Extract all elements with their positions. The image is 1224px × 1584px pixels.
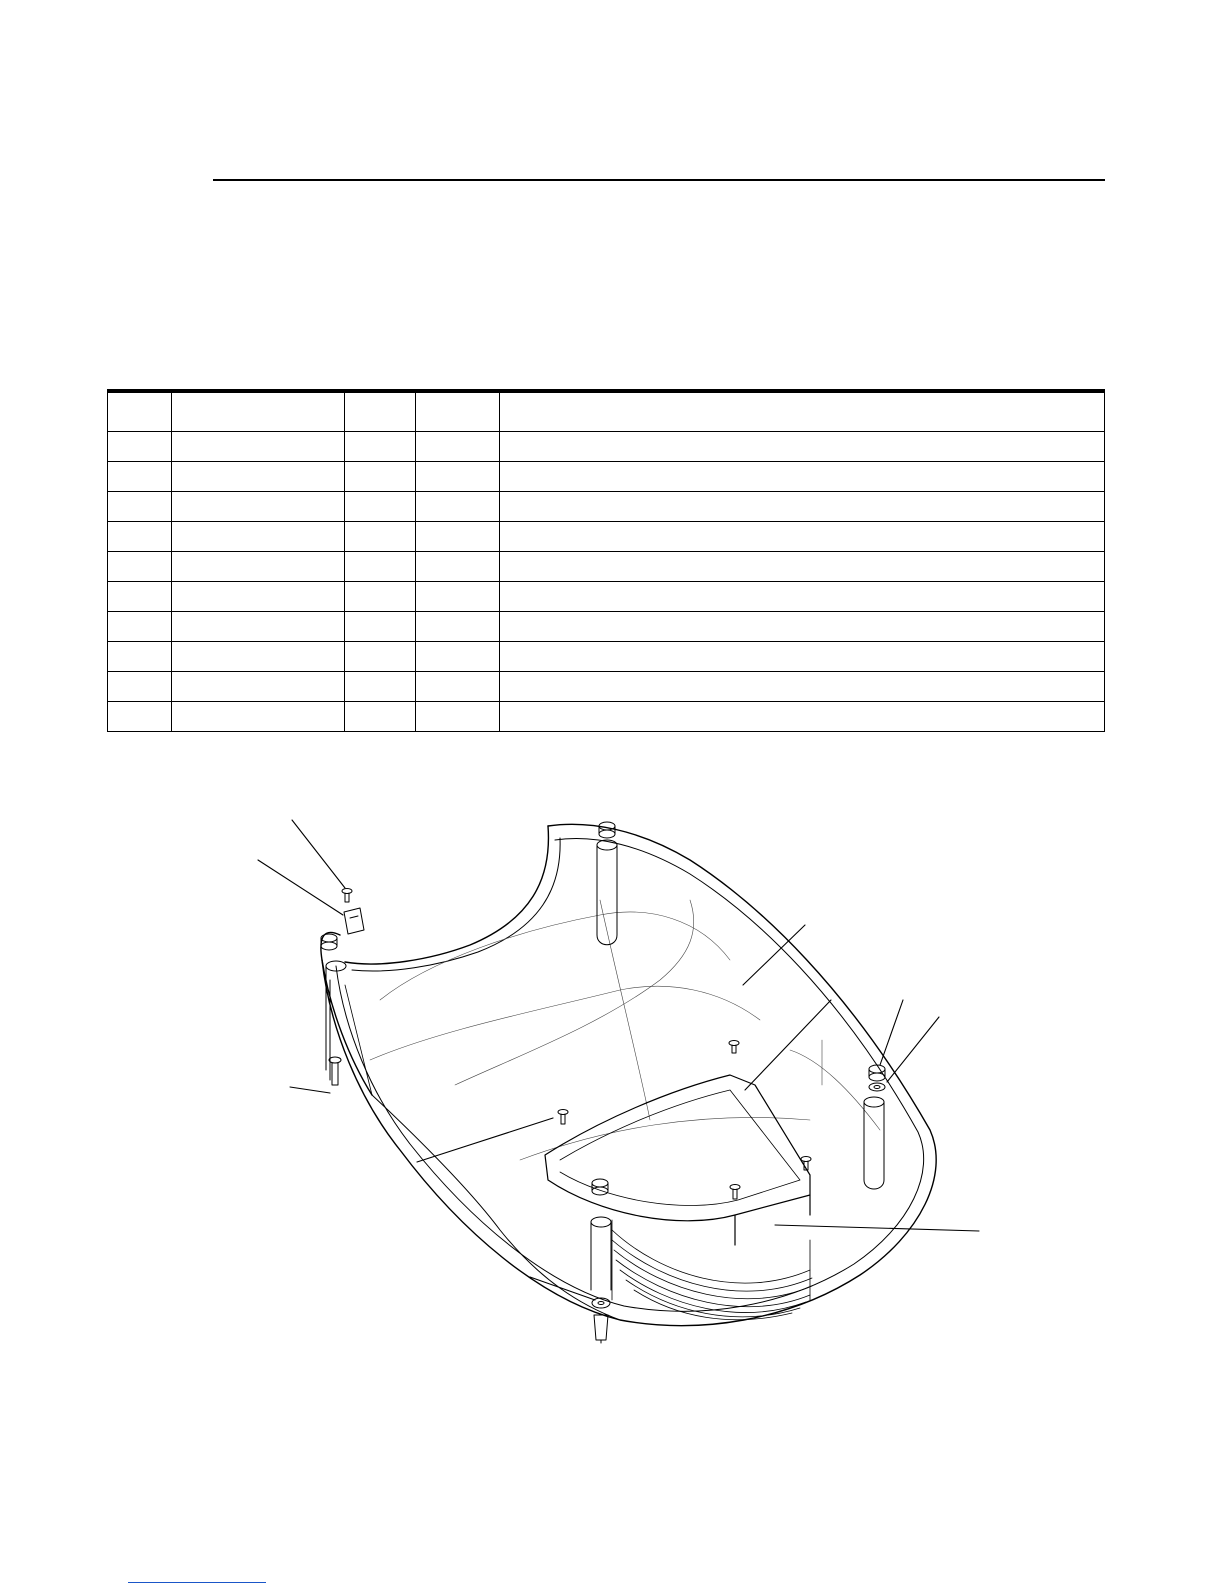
leader-line [745,1000,831,1090]
table-cell [345,432,416,462]
table-cell [172,672,345,702]
table-cell [172,552,345,582]
table-cell [345,462,416,492]
cover-shell [321,824,936,1325]
column-header [500,391,1105,432]
table-cell [345,582,416,612]
table-cell [108,522,172,552]
table-cell [108,582,172,612]
table-cell [108,612,172,642]
footer-link-underline[interactable] [128,1582,266,1583]
table-cell [172,582,345,612]
cover-interior-contours [370,900,880,1160]
screw-baffle [730,1185,740,1200]
column-header [172,391,345,432]
table-cell [416,432,500,462]
callout-leaders [258,820,979,1300]
table-cell [416,552,500,582]
table-cell [345,552,416,582]
table-cell [345,702,416,732]
leader-line [887,1017,939,1082]
inner-baffle [545,1075,810,1245]
table-row [108,522,1105,552]
table-cell [108,492,172,522]
nut-top [599,822,615,838]
table-cell [416,702,500,732]
column-header [345,391,416,432]
table-cell [500,462,1105,492]
table-cell [416,522,500,552]
table-cell [500,582,1105,612]
table-cell [172,432,345,462]
table-cell [500,642,1105,672]
screw-top-left [342,889,352,903]
table-cell [345,522,416,552]
table-cell [172,492,345,522]
leader-line [775,1225,979,1231]
table-cell [345,492,416,522]
screw-mid [729,1041,739,1054]
table-cell [345,642,416,672]
table-row [108,612,1105,642]
column-header [416,391,500,432]
table-cell [108,552,172,582]
table-cell [500,522,1105,552]
table-cell [500,492,1105,522]
standoff-boss-top [597,840,617,945]
table-cell [108,462,172,492]
table-cell [416,582,500,612]
leader-line [292,820,345,888]
table-row [108,582,1105,612]
table-cell [500,702,1105,732]
table-cell [416,642,500,672]
table-row [108,702,1105,732]
table-row [108,642,1105,672]
table-row [108,672,1105,702]
table-row [108,432,1105,462]
leader-line [290,1087,330,1093]
table-cell [172,642,345,672]
table-cell [172,462,345,492]
table-row [108,552,1105,582]
exploded-view-drawing [240,800,1000,1360]
parts-table [107,389,1105,732]
table-cell [108,432,172,462]
table-header-row [108,391,1105,432]
leader-line [743,925,805,985]
screw-bottom [594,1315,608,1343]
table-cell [108,672,172,702]
table-cell [172,702,345,732]
table-cell [172,612,345,642]
standoff-boss-bottom [591,1217,611,1290]
standoff-boss-right [864,1097,884,1189]
table-row [108,462,1105,492]
vent-grille [612,1220,812,1320]
washer-right [869,1083,885,1091]
table-cell [416,462,500,492]
column-header [108,391,172,432]
table-cell [500,612,1105,642]
table-cell [108,642,172,672]
table-cell [345,612,416,642]
table-cell [500,432,1105,462]
table-cell [108,702,172,732]
leader-line [880,1000,903,1065]
screw-left [329,1057,341,1085]
table-cell [416,492,500,522]
table-cell [416,672,500,702]
screw-center [558,1110,568,1125]
header-rule [213,179,1105,181]
table-cell [172,522,345,552]
table-cell [500,672,1105,702]
table-row [108,492,1105,522]
table-cell [416,612,500,642]
table-cell [345,672,416,702]
clip-bracket [344,908,364,934]
table-cell [500,552,1105,582]
